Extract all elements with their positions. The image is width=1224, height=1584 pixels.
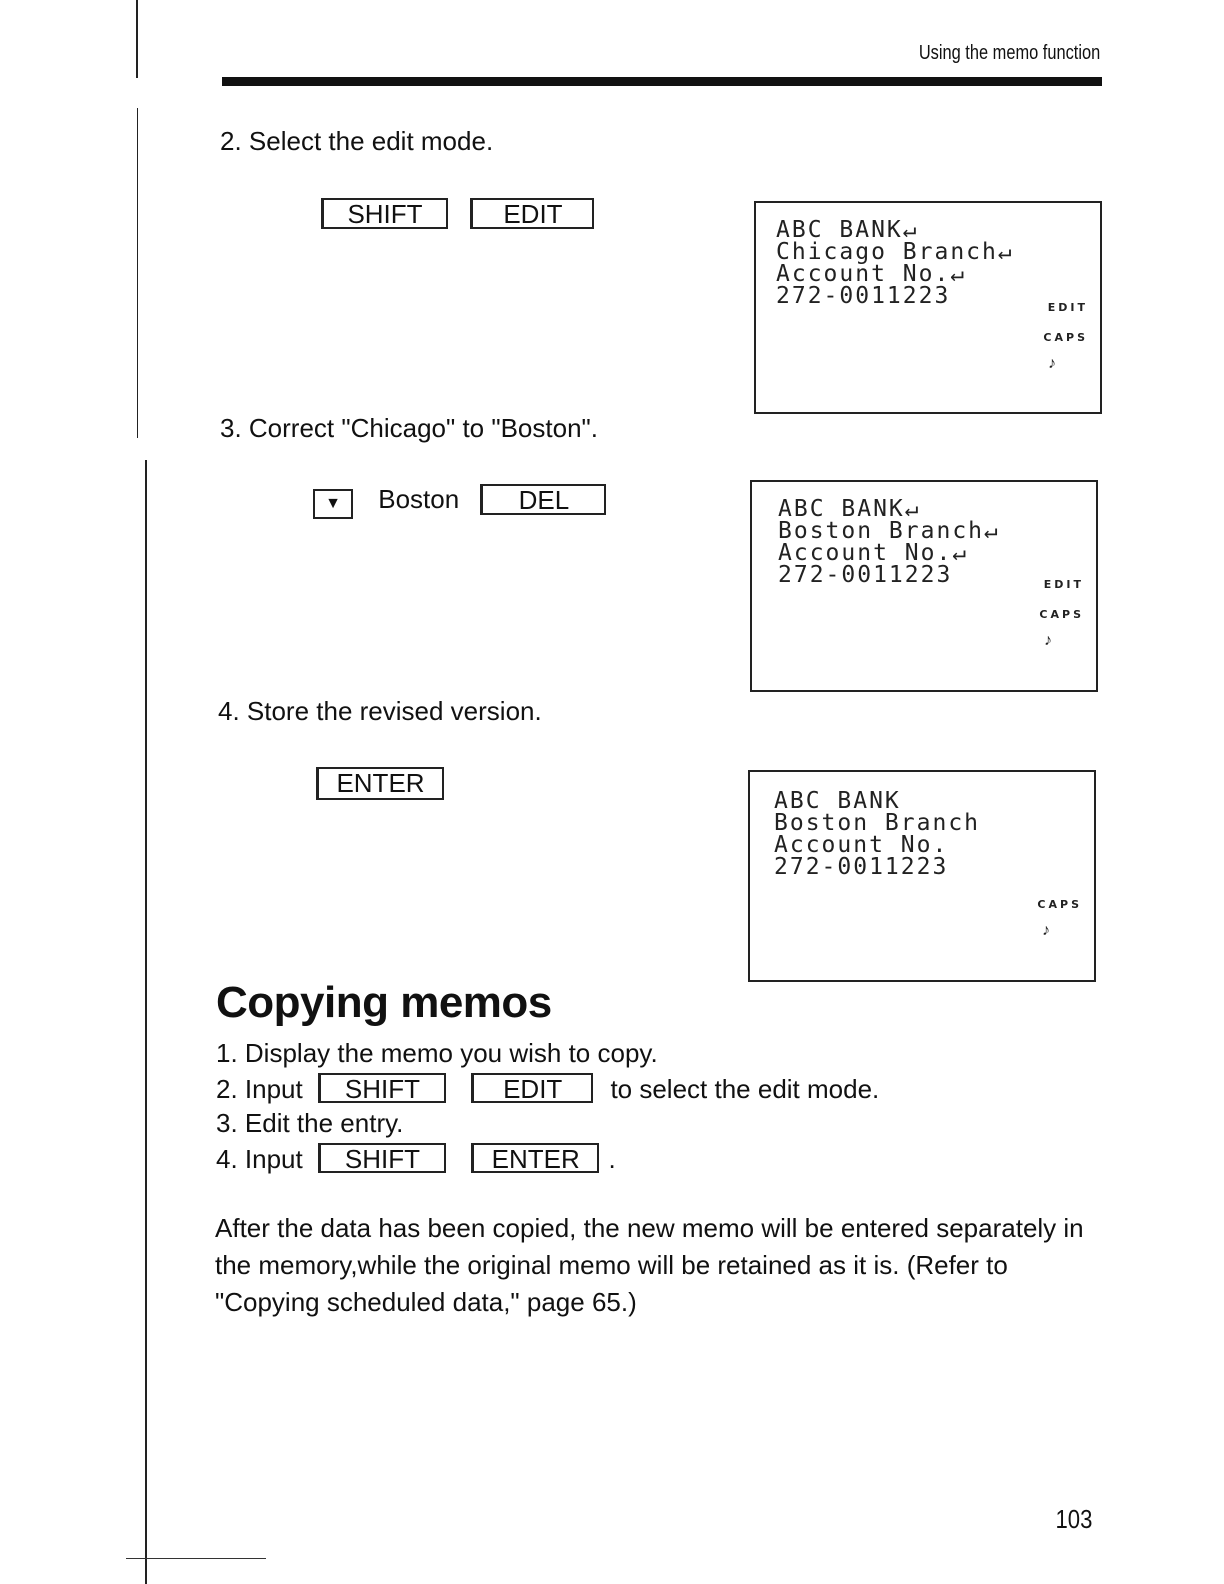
lcd-line: Boston Branch — [774, 810, 981, 836]
edit-indicator: EDIT — [1043, 578, 1084, 591]
music-note-icon: ♪ — [1044, 632, 1052, 649]
step-4-keys — [316, 767, 444, 800]
copy-step-2-suffix: to select the edit mode. — [610, 1074, 880, 1104]
copy-step-1: 1. Display the memo you wish to copy. — [216, 1038, 658, 1068]
lcd-line: ABC BANK↵ — [778, 496, 921, 522]
step-2-text: 2. Select the edit mode. — [220, 126, 494, 156]
lcd-line: Boston Branch↵ — [778, 518, 1000, 544]
step-3-text: 3. Correct "Chicago" to "Boston". — [220, 413, 598, 443]
typed-text: Boston — [378, 484, 460, 514]
lcd-line: 272-0011223 — [778, 562, 953, 588]
shift-key: SHIFT — [321, 198, 448, 229]
lcd-screen-2 — [750, 480, 1098, 692]
caps-indicator: CAPS — [1039, 608, 1084, 621]
copy-step-4-suffix: . — [608, 1144, 616, 1174]
copy-step-2 — [216, 1073, 879, 1105]
lcd-line: Account No.↵ — [776, 261, 967, 287]
body-paragraph: After the data has been copied, the new memo will be entered separately in the memory,while the original memo will be retained as it is. (Refer to "Copying scheduled data," page 65.) — [215, 1213, 1084, 1317]
shift-key: SHIFT — [318, 1073, 446, 1103]
lcd-line: Account No. — [774, 832, 949, 858]
copy-step-3: 3. Edit the entry. — [216, 1108, 404, 1138]
section-title: Copying memos — [216, 978, 552, 1027]
header-rule — [222, 77, 1102, 86]
enter-key: ENTER — [316, 767, 444, 800]
step-3-keys — [313, 484, 606, 519]
edit-key: EDIT — [470, 198, 594, 229]
lcd-screen-1 — [754, 201, 1102, 414]
lcd-line: ABC BANK↵ — [776, 217, 919, 243]
del-key: DEL — [480, 484, 606, 515]
shift-key: SHIFT — [318, 1143, 446, 1173]
margin-line-mid — [137, 108, 138, 438]
caps-indicator: CAPS — [1037, 898, 1082, 911]
lcd-line: Account No.↵ — [778, 540, 969, 566]
edit-indicator: EDIT — [1047, 301, 1088, 314]
running-header: Using the memo function — [918, 42, 1100, 64]
music-note-icon: ♪ — [1048, 355, 1056, 372]
lcd-screen-3 — [748, 770, 1096, 982]
copy-step-4 — [216, 1143, 616, 1175]
step-2-keys — [321, 198, 594, 229]
caps-indicator: CAPS — [1043, 331, 1088, 344]
down-arrow-key-icon: ▼ — [313, 489, 353, 519]
enter-key: ENTER — [471, 1143, 599, 1173]
copy-step-4-prefix: 4. Input — [216, 1144, 303, 1174]
copy-step-2-prefix: 2. Input — [216, 1074, 303, 1104]
music-note-icon: ♪ — [1042, 922, 1050, 939]
page-number: 103 — [1055, 1504, 1092, 1534]
edit-key: EDIT — [471, 1073, 593, 1103]
lcd-line: 272-0011223 — [774, 854, 949, 880]
step-4-text: 4. Store the revised version. — [218, 696, 542, 726]
margin-line-top — [136, 0, 138, 78]
lcd-line: Chicago Branch↵ — [776, 239, 1014, 265]
footer-rule — [126, 1558, 266, 1559]
margin-line-lower — [145, 460, 147, 1584]
lcd-line: 272-0011223 — [776, 283, 951, 309]
lcd-line: ABC BANK — [774, 788, 901, 814]
